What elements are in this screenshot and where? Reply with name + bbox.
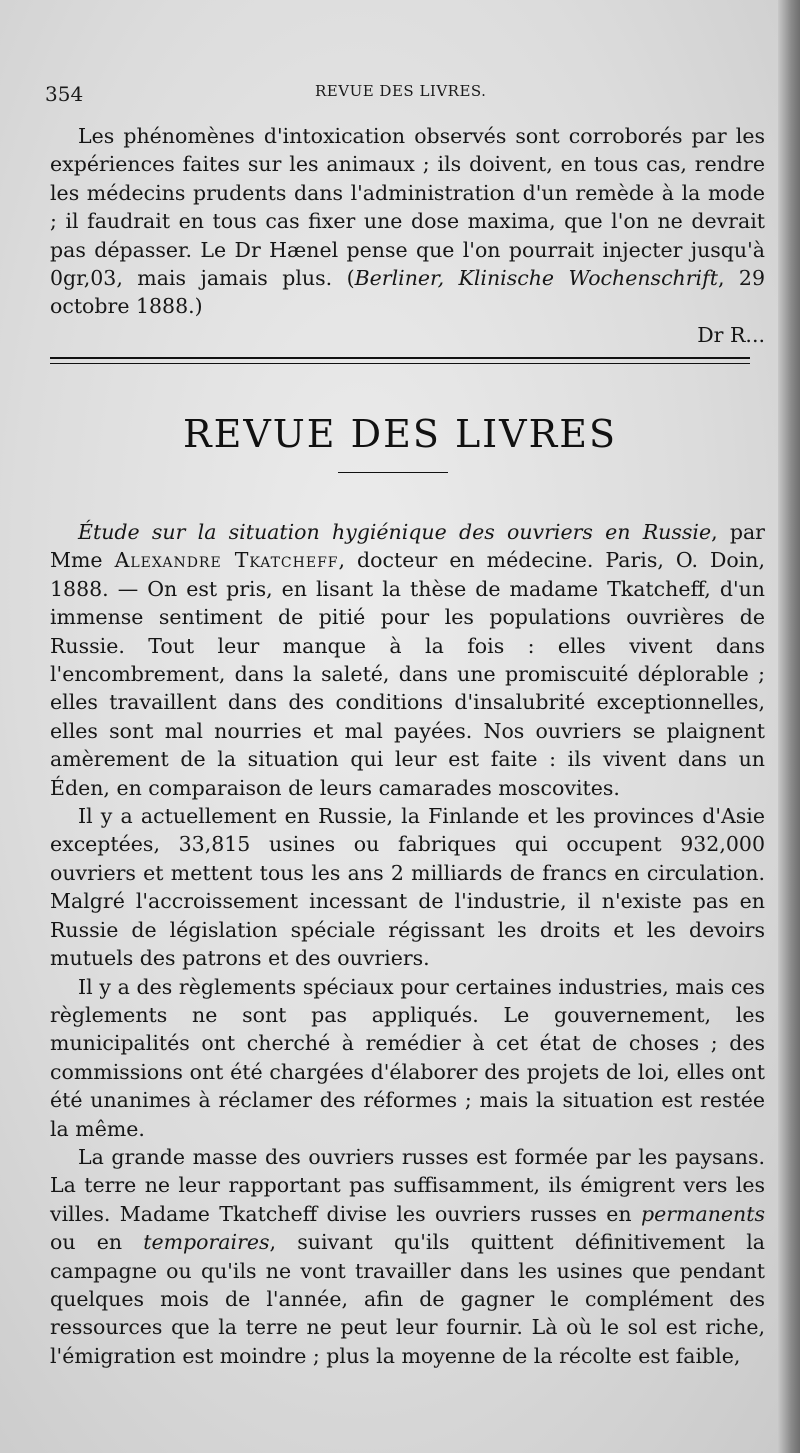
book-title: Étude sur la situation hygiénique des ouvriers en Russie [78,520,712,544]
book-author: Alexandre Tkatcheff [114,548,339,573]
signature: Dr R... [697,322,765,347]
double-rule-divider [50,357,750,364]
running-header [45,82,765,112]
top-article-end [50,122,765,349]
rule-thick [50,357,750,359]
review-paragraph-4 [50,1143,765,1370]
source-journal: Berliner, Klinische Wochenschrift [354,266,718,291]
review-text-1: , docteur en médecine. Paris, O. Doin, 1888. — On est pris, en lisant la thèse de madame Tkatcheff, d'un immense sentiment de pitié pour les populations ouvrières de Russie. Tout leur manque à la fois : elles vivent dans l'encombrement, dans la saleté, dans une promiscuité déplorable ; elles travaillent dans des conditions d'insalubrité exceptionnelles, elles sont mal nourries et mal payées. Nos ouvriers se plaignent amèrement de la situation qui leur est faite : ils vivent dans un Éden, en comparaison de leurs camarades moscovites. [50,548,766,800]
review-paragraph-1 [50,518,765,802]
intoxication-paragraph [50,122,765,321]
intoxication-text-2: , 29 octobre 1888.) [50,266,765,319]
section-title: REVUE DES LIVRES [182,412,618,456]
running-title: REVUE DES LIVRES. [315,82,487,100]
page-gutter-shadow [778,0,800,1453]
review-by: , par Mme [50,520,765,573]
review-text-4c: , suivant qu'ils quittent définitivement la campagne ou qu'ils ne vont travailler dans les usines que pendant quelques mois de l'année, afin de gagner le complément des ressources que la terre ne peut leur fournir. Là où le sol est riche, l'émigration est moindre ; plus la moyenne de la récolte est faible, [50,1230,765,1368]
review-text-4b: ou en [50,1230,144,1255]
term-temporaires: temporaires [143,1230,270,1255]
review-paragraph-2: Il y a actuellement en Russie, la Finlande et les provinces d'Asie exceptées, 33,815 usines ou fabriques qui occupent 932,000 ouvriers et mettent tous les ans 2 milliards de francs en circulation. Malgré l'accroissement incessant de l'industrie, il n'existe pas en Russie de législation spéciale régissant les droits et les devoirs mutuels des patrons et des ouvriers. [50,804,765,971]
intoxication-text-1: Les phénomènes d'intoxication observés sont corroborés par les expériences faites sur les animaux ; ils doivent, en tous cas, rendre les médecins prudents dans l'administration d'un remède à la mode ; il faudrait en tous cas fixer une dose maxima, que l'on ne devrait pas dépasser. Le Dr Hænel pense que l'on pourrait injecter jusqu'à 0gr,03, mais jamais plus. ( [50,124,765,291]
term-permanents: permanents [640,1201,765,1226]
page-number: 354 [45,82,84,106]
review-paragraph-3: Il y a des règlements spéciaux pour certaines industries, mais ces règlements ne sont pas appliqués. Le gouvernement, les municipalités ont cherché à remédier à cet état de choses ; des commissions ont été chargées d'élaborer des projets de loi, elles ont été unanimes à réclamer des réformes ; mais la situation est restée la même. [50,974,765,1141]
title-underline [338,472,448,473]
rule-thin [50,363,750,364]
book-review [50,518,765,1370]
review-text-4a: La grande masse des ouvriers russes est formée par les paysans. La terre ne leur rapportant pas suffisamment, ils émigrent vers les villes. Madame Tkatcheff divise les ouvriers russes en [50,1144,765,1226]
